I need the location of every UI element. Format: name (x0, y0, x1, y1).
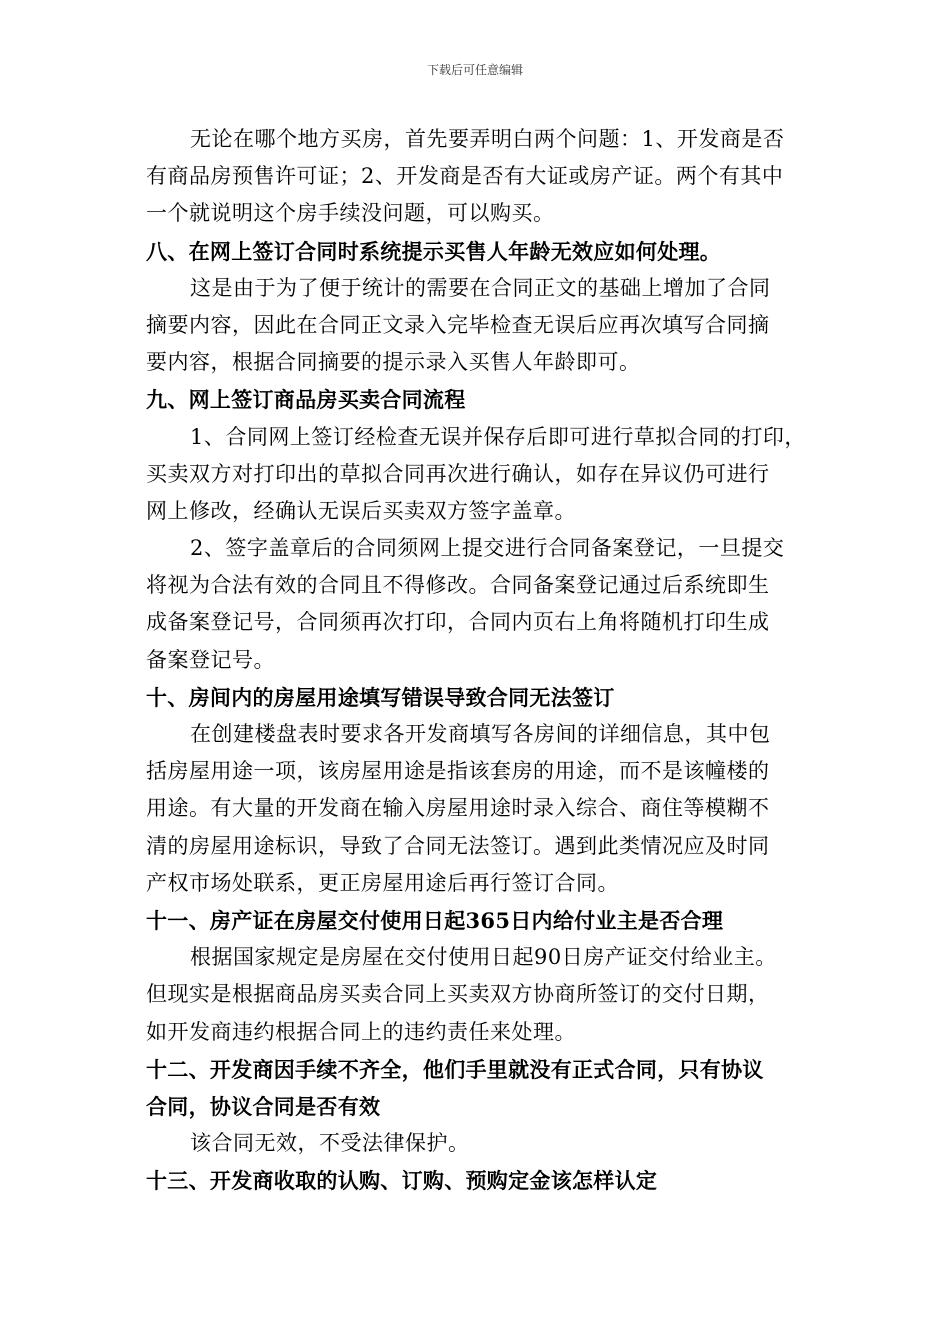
paragraph-line: 清的房屋用途标识，导致了合同无法签订。遇到此类情况应及时同 (146, 833, 770, 858)
section-heading: 九、网上签订商品房买卖合同流程 (146, 387, 466, 413)
paragraph-line: 该合同无效，不受法律保护。 (190, 1131, 470, 1156)
section-heading: 十三、开发商收取的认购、订购、预购定金该怎样认定 (146, 1168, 658, 1194)
paragraph-line: 备案登记号。 (146, 647, 275, 672)
paragraph-line: 1、合同网上签订经检查无误并保存后即可进行草拟合同的打印， (190, 424, 806, 449)
paragraph-line: 成备案登记号，合同须再次打印，合同内页右上角将随机打印生成 (146, 610, 770, 635)
paragraph-line: 这是由于为了便于统计的需要在合同正文的基础上增加了合同 (190, 275, 771, 300)
paragraph-line: 要内容，根据合同摘要的提示录入买售人年龄即可。 (146, 350, 641, 375)
paragraph-line: 买卖双方对打印出的草拟合同再次进行确认，如存在异议仍可进行 (146, 461, 770, 486)
paragraph-line: 网上修改，经确认无误后买卖双方签字盖章。 (146, 498, 576, 523)
paragraph-line: 根据国家规定是房屋在交付使用日起90日房产证交付给业主。 (190, 945, 777, 970)
paragraph-line: 将视为合法有效的合同且不得修改。合同备案登记通过后系统即生 (146, 573, 770, 598)
paragraph-line: 如开发商违约根据合同上的违约责任来处理。 (146, 1019, 576, 1044)
section-heading: 十二、开发商因手续不齐全，他们手里就没有正式合同，只有协议 (146, 1056, 764, 1082)
paragraph-line: 产权市场处联系，更正房屋用途后再行签订合同。 (146, 870, 619, 895)
document-body (146, 121, 811, 1199)
section-heading: 八、在网上签订合同时系统提示买售人年龄无效应如何处理。 (146, 238, 722, 264)
paragraph-line: 括房屋用途一项，该房屋用途是指该套房的用途，而不是该幢楼的 (146, 759, 770, 784)
paragraph-line: 但现实是根据商品房买卖合同上买卖双方协商所签订的交付日期， (146, 982, 770, 1007)
paragraph-line: 一个就说明这个房手续没问题，可以购买。 (146, 201, 555, 226)
section-heading: 十一、房产证在房屋交付使用日起365日内给付业主是否合理 (146, 907, 724, 933)
paragraph-line: 无论在哪个地方买房，首先要弄明白两个问题：1、开发商是否 (190, 127, 785, 151)
paragraph-line: 在创建楼盘表时要求各开发商填写各房间的详细信息，其中包 (190, 722, 771, 746)
paragraph-line: 有商品房预售许可证；2、开发商是否有大证或房产证。两个有其中 (146, 164, 784, 189)
paragraph-line: 摘要内容，因此在合同正文录入完毕检查无误后应再次填写合同摘 (146, 312, 770, 337)
page-header: 下载后可任意编辑 (426, 63, 523, 77)
paragraph-line: 2、签字盖章后的合同须网上提交进行合同备案登记，一旦提交 (190, 536, 785, 561)
section-heading: 合同，协议合同是否有效 (146, 1093, 381, 1119)
section-heading: 十、房间内的房屋用途填写错误导致合同无法签订 (146, 684, 615, 710)
paragraph-line: 用途。有大量的开发商在输入房屋用途时录入综合、商住等模糊不 (146, 796, 770, 821)
